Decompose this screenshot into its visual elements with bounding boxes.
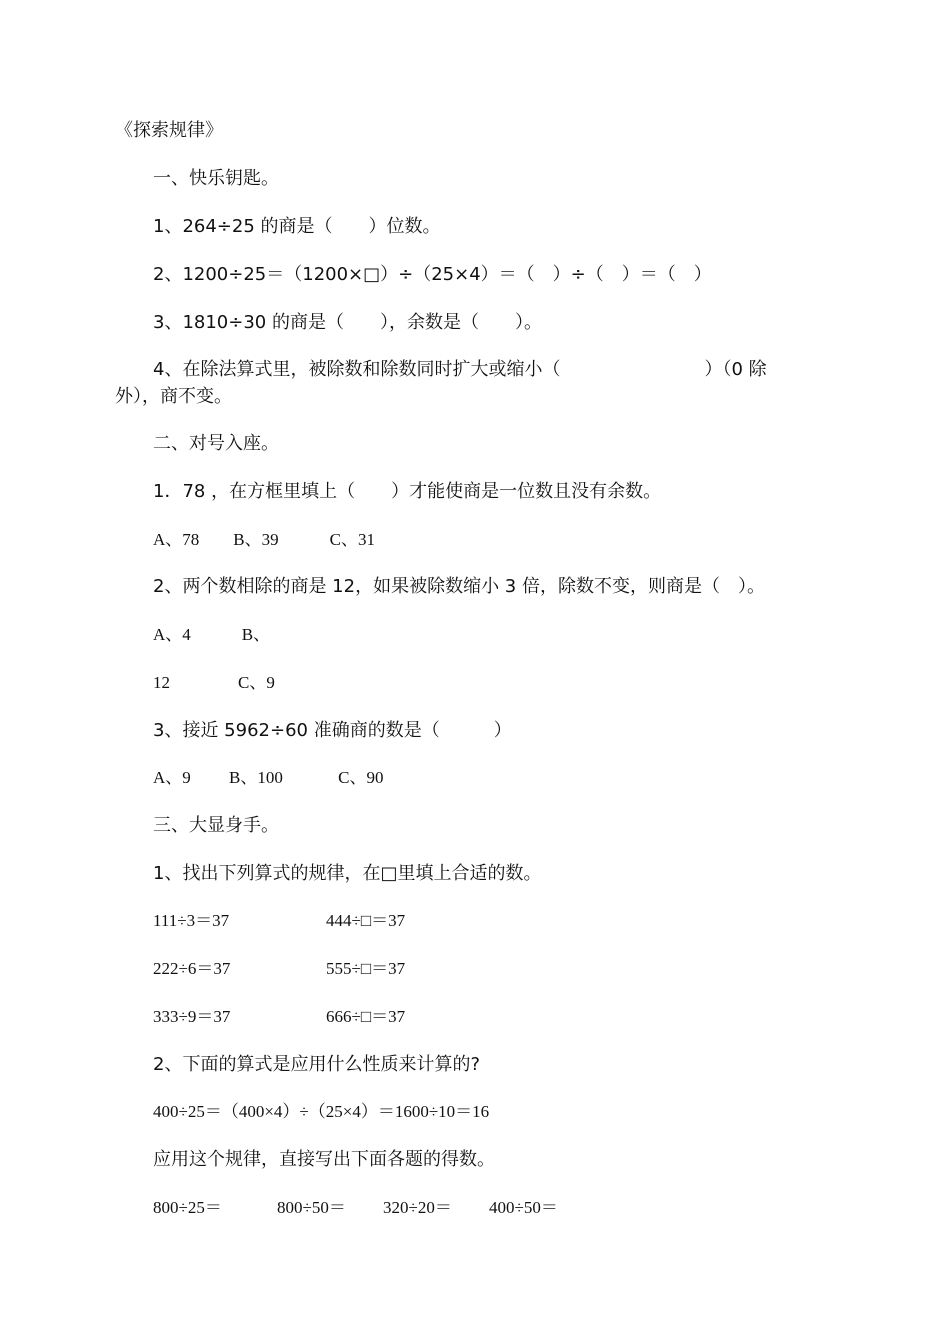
document-title: 《探索规律》 xyxy=(115,120,223,141)
section-2-question-1: 1．78 ，在方框里填上（ ）才能使商是一位数且没有余数。 xyxy=(153,481,662,502)
section-3-question-2: 2、下面的算式是应用什么性质来计算的? xyxy=(153,1054,481,1075)
pattern-row-1-left: 111÷3＝37 xyxy=(153,911,230,930)
pattern-row-3-right: 666÷□＝37 xyxy=(326,1007,406,1026)
section-3-question-2-example: 400÷25＝（400×4）÷（25×4）＝1600÷10＝16 xyxy=(153,1102,490,1121)
section-1-question-1: 1、264÷25 的商是（ ）位数。 xyxy=(153,216,441,237)
section-1-question-3: 3、1810÷30 的商是（ ），余数是（ ）。 xyxy=(153,312,542,333)
pattern-row-2-right: 555÷□＝37 xyxy=(326,959,406,978)
pattern-row-2-left: 222÷6＝37 xyxy=(153,959,231,978)
section-1-question-4-line-1: 4、在除法算式里，被除数和除数同时扩大或缩小（ ）（0 除 xyxy=(153,359,767,380)
section-1-question-2: 2、1200÷25＝（1200×□）÷（25×4）＝（ ）÷（ ）＝（ ） xyxy=(153,264,712,285)
section-3-question-1: 1、找出下列算式的规律，在□里填上合适的数。 xyxy=(153,863,542,884)
pattern-row-3-left: 333÷9＝37 xyxy=(153,1007,231,1026)
section-2-question-2-options-line-2: 12 C、9 xyxy=(153,673,275,692)
section-2-question-3-options: A、9 B、100 C、90 xyxy=(153,768,384,787)
section-2-question-1-options: A、78 B、39 C、31 xyxy=(153,530,375,549)
exercise-4: 400÷50＝ xyxy=(489,1198,558,1217)
section-2-question-3: 3、接近 5962÷60 准确商的数是（ ） xyxy=(153,720,512,741)
pattern-row-1-right: 444÷□＝37 xyxy=(326,911,406,930)
exercise-3: 320÷20＝ xyxy=(383,1198,452,1217)
section-3-heading: 三、大显身手。 xyxy=(153,815,279,836)
section-1-question-4-line-2: 外），商不变。 xyxy=(115,386,232,407)
section-1-heading: 一、快乐钥匙。 xyxy=(153,168,279,189)
section-2-question-2-options-line-1: A、4 B、 xyxy=(153,625,271,644)
section-2-heading: 二、对号入座。 xyxy=(153,433,279,454)
exercise-1: 800÷25＝ xyxy=(153,1198,222,1217)
exercise-2: 800÷50＝ xyxy=(277,1198,346,1217)
section-3-question-2-instruction: 应用这个规律，直接写出下面各题的得数。 xyxy=(153,1149,495,1170)
section-2-question-2: 2、两个数相除的商是 12，如果被除数缩小 3 倍，除数不变，则商是（ ）。 xyxy=(153,576,765,597)
